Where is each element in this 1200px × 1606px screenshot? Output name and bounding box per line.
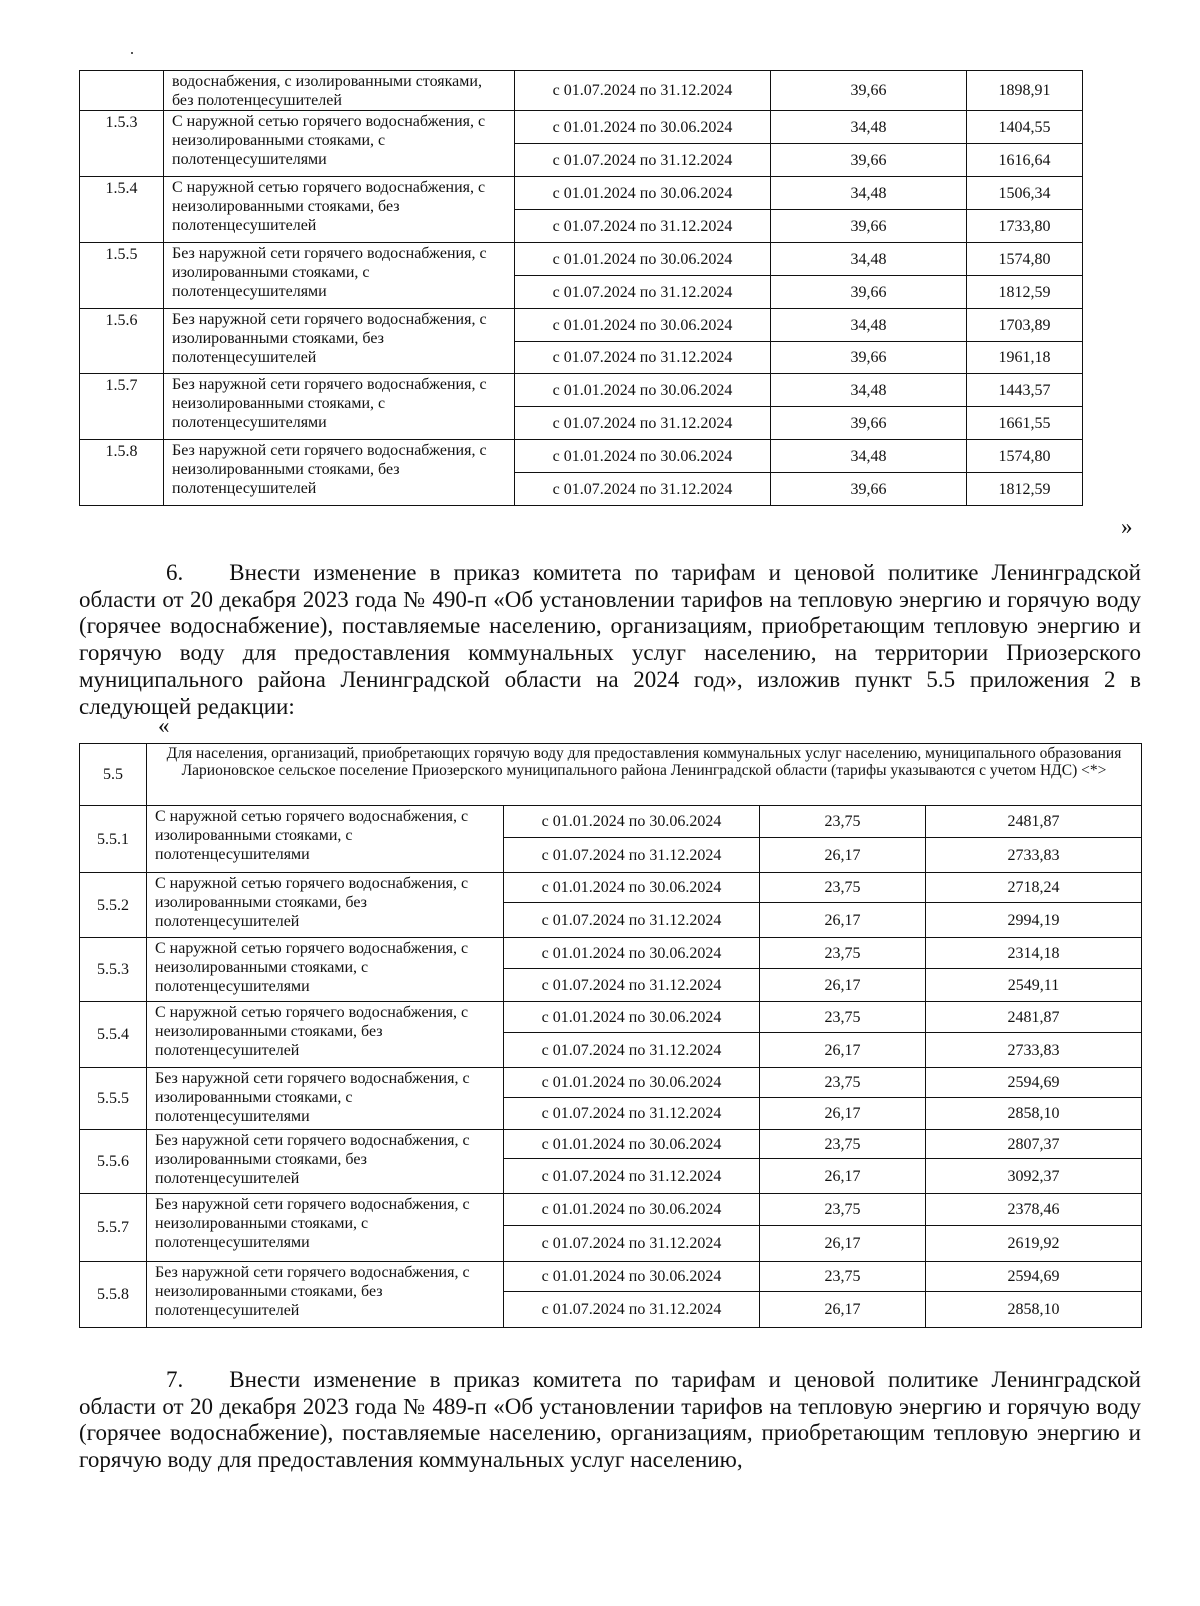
period-cell: с 01.07.2024 по 31.12.2024 <box>504 838 760 873</box>
period-cell: с 01.01.2024 по 30.06.2024 <box>504 806 760 838</box>
tariff-cell: 3092,37 <box>926 1159 1142 1194</box>
table-row <box>80 1002 1142 1033</box>
table-row <box>80 177 1083 210</box>
tariff-table-5-5-body <box>80 744 1142 1328</box>
description-cell: С наружной сетью горячего водоснабжения, с неизолированными стояками, без полотенцесушителей <box>147 1002 504 1068</box>
period-cell: с 01.07.2024 по 31.12.2024 <box>515 276 771 309</box>
period-cell: с 01.07.2024 по 31.12.2024 <box>504 1226 760 1262</box>
period-cell: с 01.07.2024 по 31.12.2024 <box>515 342 771 374</box>
norm-cell: 26,17 <box>760 1159 926 1194</box>
table-row <box>80 1262 1142 1292</box>
paragraph-6: 6. Внести изменение в приказ комитета по тарифам и ценовой политике Ленинградской области от 20 декабря 2023 года № 490-п «Об установлении тарифов на тепловую энергию и горячую воду (горячее водоснабжение), поставляемые населению, организациям, приобретающим тепловую энергию и горячую воду для предоставления коммунальных услуг населению, на территории Приозерского муниципального района Ленинградской области на 2024 год», изложив пункт 5.5 приложения 2 в следующей редакции: <box>79 560 1141 719</box>
tariff-cell: 2314,18 <box>926 938 1142 969</box>
tariff-cell: 1961,18 <box>967 342 1083 374</box>
item-number-cell: 5.5.1 <box>80 806 147 873</box>
period-cell: с 01.07.2024 по 31.12.2024 <box>515 210 771 243</box>
period-cell: с 01.01.2024 по 30.06.2024 <box>504 938 760 969</box>
period-cell: с 01.01.2024 по 30.06.2024 <box>515 440 771 473</box>
item-number-cell: 1.5.5 <box>80 243 164 309</box>
tariff-cell: 1574,80 <box>967 440 1083 473</box>
tariff-table-5-5 <box>79 743 1142 1328</box>
norm-cell: 34,48 <box>771 440 967 473</box>
period-cell: с 01.01.2024 по 30.06.2024 <box>515 309 771 342</box>
tariff-cell: 2858,10 <box>926 1292 1142 1328</box>
norm-cell: 39,66 <box>771 144 967 177</box>
description-cell: С наружной сетью горячего водоснабжения, с изолированными стояками, без полотенцесушителей <box>147 873 504 938</box>
tariff-cell: 2807,37 <box>926 1130 1142 1159</box>
tariff-cell: 1443,57 <box>967 374 1083 407</box>
tariff-cell: 2733,83 <box>926 838 1142 873</box>
period-cell: с 01.07.2024 по 31.12.2024 <box>515 144 771 177</box>
tariff-cell: 1812,59 <box>967 276 1083 309</box>
period-cell: с 01.07.2024 по 31.12.2024 <box>504 903 760 938</box>
norm-cell: 26,17 <box>760 969 926 1002</box>
tariff-table-1-5-body <box>80 71 1083 506</box>
norm-cell: 34,48 <box>771 309 967 342</box>
table-row <box>80 1068 1142 1098</box>
period-cell: с 01.07.2024 по 31.12.2024 <box>504 1033 760 1068</box>
tariff-cell: 2481,87 <box>926 1002 1142 1033</box>
norm-cell: 23,75 <box>760 1194 926 1226</box>
tariff-table-1-5 <box>79 70 1083 506</box>
item-number-cell: 1.5.3 <box>80 111 164 177</box>
period-cell: с 01.07.2024 по 31.12.2024 <box>504 1159 760 1194</box>
closing-quote: » <box>1121 514 1133 539</box>
item-number-cell: 5.5.5 <box>80 1068 147 1130</box>
norm-cell: 23,75 <box>760 806 926 838</box>
item-number-cell: 5.5.8 <box>80 1262 147 1328</box>
tariff-cell: 1812,59 <box>967 473 1083 506</box>
tariff-cell: 1404,55 <box>967 111 1083 144</box>
norm-cell: 39,66 <box>771 276 967 309</box>
norm-cell: 23,75 <box>760 1262 926 1292</box>
period-cell: с 01.07.2024 по 31.12.2024 <box>504 969 760 1002</box>
table-row <box>80 938 1142 969</box>
table-row <box>80 374 1083 407</box>
period-cell: с 01.01.2024 по 30.06.2024 <box>504 873 760 903</box>
period-cell: с 01.01.2024 по 30.06.2024 <box>504 1194 760 1226</box>
norm-cell: 39,66 <box>771 210 967 243</box>
tariff-cell: 2549,11 <box>926 969 1142 1002</box>
item-number-cell <box>80 71 164 111</box>
period-cell: с 01.07.2024 по 31.12.2024 <box>515 473 771 506</box>
item-number-cell: 5.5.7 <box>80 1194 147 1262</box>
scan-speck <box>131 52 133 54</box>
table-row <box>80 1194 1142 1226</box>
description-cell: Без наружной сети горячего водоснабжения, с неизолированными стояками, без полотенцесушителей <box>164 440 515 506</box>
norm-cell: 23,75 <box>760 873 926 903</box>
period-cell: с 01.07.2024 по 31.12.2024 <box>504 1292 760 1328</box>
period-cell: с 01.01.2024 по 30.06.2024 <box>515 374 771 407</box>
description-cell: С наружной сетью горячего водоснабжения, с изолированными стояками, с полотенцесушителями <box>147 806 504 873</box>
table-header-row <box>80 744 1142 806</box>
norm-cell: 26,17 <box>760 1292 926 1328</box>
tariff-cell: 1733,80 <box>967 210 1083 243</box>
period-cell: с 01.07.2024 по 31.12.2024 <box>504 1098 760 1130</box>
norm-cell: 23,75 <box>760 1130 926 1159</box>
description-cell: Без наружной сети горячего водоснабжения, с изолированными стояками, без полотенцесушителей <box>164 309 515 374</box>
tariff-cell: 1703,89 <box>967 309 1083 342</box>
table-row <box>80 243 1083 276</box>
header-number-cell: 5.5 <box>80 744 147 806</box>
norm-cell: 34,48 <box>771 111 967 144</box>
item-number-cell: 1.5.8 <box>80 440 164 506</box>
tariff-cell: 2594,69 <box>926 1262 1142 1292</box>
description-cell: Без наружной сети горячего водоснабжения, с неизолированными стояками, с полотенцесушителями <box>164 374 515 440</box>
norm-cell: 26,17 <box>760 1098 926 1130</box>
table-row <box>80 806 1142 838</box>
description-cell: Без наружной сети горячего водоснабжения, с неизолированными стояками, с полотенцесушителями <box>147 1194 504 1262</box>
period-cell: с 01.01.2024 по 30.06.2024 <box>515 243 771 276</box>
tariff-cell: 2594,69 <box>926 1068 1142 1098</box>
period-cell: с 01.01.2024 по 30.06.2024 <box>515 177 771 210</box>
norm-cell: 23,75 <box>760 1002 926 1033</box>
description-cell: Без наружной сети горячего водоснабжения, с изолированными стояками, без полотенцесушителей <box>147 1130 504 1194</box>
norm-cell: 26,17 <box>760 903 926 938</box>
table-row <box>80 111 1083 144</box>
table-row <box>80 1130 1142 1159</box>
norm-cell: 26,17 <box>760 1226 926 1262</box>
description-cell: С наружной сетью горячего водоснабжения, с неизолированными стояками, с полотенцесушителями <box>147 938 504 1002</box>
period-cell: с 01.01.2024 по 30.06.2024 <box>504 1262 760 1292</box>
period-cell: с 01.01.2024 по 30.06.2024 <box>504 1068 760 1098</box>
norm-cell: 34,48 <box>771 243 967 276</box>
norm-cell: 34,48 <box>771 374 967 407</box>
paragraph-7: 7. Внести изменение в приказ комитета по тарифам и ценовой политике Ленинградской области от 20 декабря 2023 года № 489-п «Об установлении тарифов на тепловую энергию и горячую воду (горячее водоснабжение), поставляемые населению, организациям, приобретающим тепловую энергию и горячую воду для предоставления коммунальных услуг населению, <box>79 1367 1141 1473</box>
tariff-cell: 1506,34 <box>967 177 1083 210</box>
table-row <box>80 309 1083 342</box>
norm-cell: 23,75 <box>760 1068 926 1098</box>
norm-cell: 39,66 <box>771 473 967 506</box>
period-cell: с 01.01.2024 по 30.06.2024 <box>504 1002 760 1033</box>
norm-cell: 39,66 <box>771 407 967 440</box>
norm-cell: 26,17 <box>760 838 926 873</box>
tariff-cell: 2619,92 <box>926 1226 1142 1262</box>
tariff-cell: 1898,91 <box>967 71 1083 111</box>
norm-cell: 23,75 <box>760 938 926 969</box>
description-cell: Без наружной сети горячего водоснабжения, с неизолированными стояками, без полотенцесушителей <box>147 1262 504 1328</box>
description-cell: Без наружной сети горячего водоснабжения, с изолированными стояками, с полотенцесушителями <box>164 243 515 309</box>
tariff-cell: 2718,24 <box>926 873 1142 903</box>
item-number-cell: 1.5.6 <box>80 309 164 374</box>
item-number-cell: 1.5.4 <box>80 177 164 243</box>
item-number-cell: 1.5.7 <box>80 374 164 440</box>
period-cell: с 01.07.2024 по 31.12.2024 <box>515 407 771 440</box>
period-cell: с 01.07.2024 по 31.12.2024 <box>515 71 771 111</box>
table-row <box>80 873 1142 903</box>
item-number-cell: 5.5.2 <box>80 873 147 938</box>
description-cell: С наружной сетью горячего водоснабжения, с неизолированными стояками, с полотенцесушителями <box>164 111 515 177</box>
period-cell: с 01.01.2024 по 30.06.2024 <box>515 111 771 144</box>
tariff-cell: 1574,80 <box>967 243 1083 276</box>
norm-cell: 34,48 <box>771 177 967 210</box>
tariff-cell: 1616,64 <box>967 144 1083 177</box>
description-cell: водоснабжения, с изолированными стояками, без полотенцесушителей <box>164 71 515 111</box>
tariff-cell: 2994,19 <box>926 903 1142 938</box>
table-row <box>80 71 1083 111</box>
description-cell: С наружной сетью горячего водоснабжения, с неизолированными стояками, без полотенцесушителей <box>164 177 515 243</box>
item-number-cell: 5.5.3 <box>80 938 147 1002</box>
tariff-cell: 2481,87 <box>926 806 1142 838</box>
period-cell: с 01.01.2024 по 30.06.2024 <box>504 1130 760 1159</box>
item-number-cell: 5.5.4 <box>80 1002 147 1068</box>
tariff-cell: 2733,83 <box>926 1033 1142 1068</box>
item-number-cell: 5.5.6 <box>80 1130 147 1194</box>
description-cell: Без наружной сети горячего водоснабжения, с изолированными стояками, с полотенцесушителями <box>147 1068 504 1130</box>
norm-cell: 39,66 <box>771 342 967 374</box>
header-text-cell: Для населения, организаций, приобретающих горячую воду для предоставления коммунальных услуг населению, муниципального образования Ларионовское сельское поселение Приозерского муниципального района Ленинградской области (тарифы указываются с учетом НДС) <*> <box>147 744 1142 806</box>
tariff-cell: 1661,55 <box>967 407 1083 440</box>
tariff-cell: 2858,10 <box>926 1098 1142 1130</box>
norm-cell: 39,66 <box>771 71 967 111</box>
norm-cell: 26,17 <box>760 1033 926 1068</box>
tariff-cell: 2378,46 <box>926 1194 1142 1226</box>
opening-quote: « <box>158 713 170 738</box>
table-row <box>80 440 1083 473</box>
